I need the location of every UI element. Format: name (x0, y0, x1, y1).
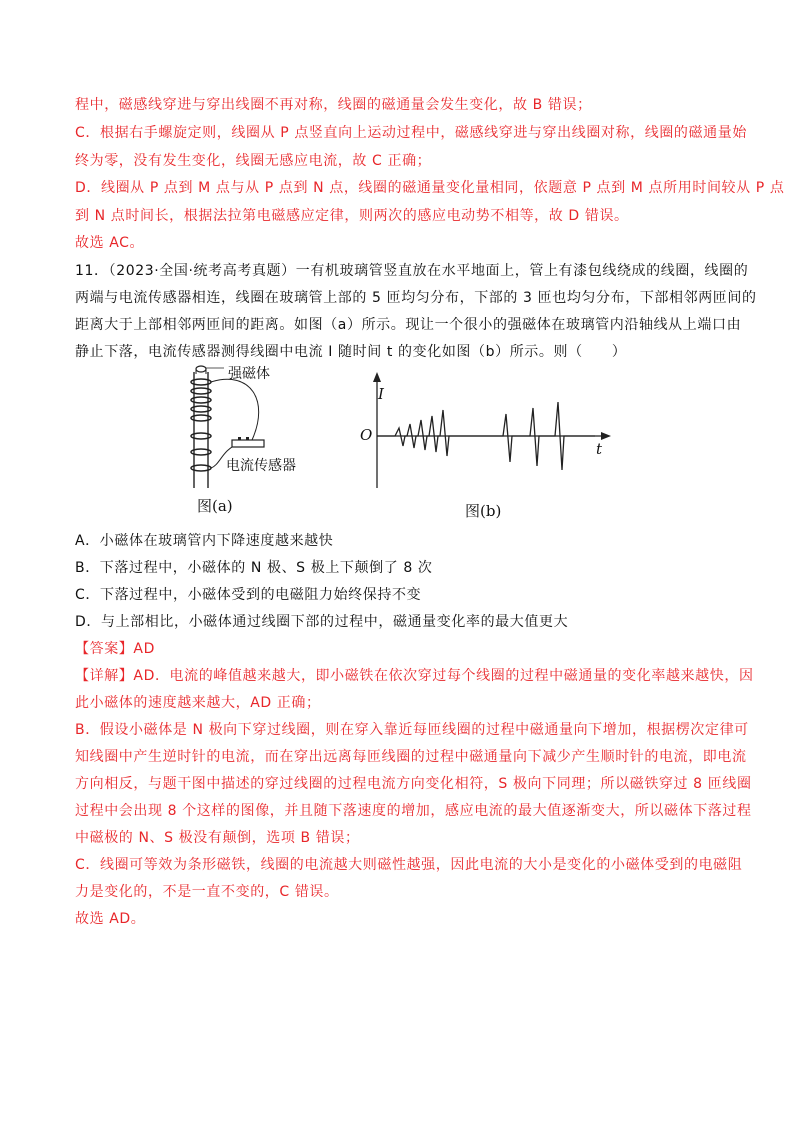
figure-b-caption: 图(b) (465, 502, 502, 520)
option-b: B．下落过程中，小磁体的 N 极、S 极上下颠倒了 8 次 (75, 560, 433, 576)
detail-line-3: B．假设小磁体是 N 极向下穿过线圈，则在穿入靠近每匝线圈的过程中磁通量向下增加，根据楞次定律可 (75, 722, 749, 738)
figure-b-graph (355, 370, 615, 495)
figures (0, 360, 800, 530)
x-axis-label: t (596, 440, 603, 458)
sensor-label: 电流传感器 (226, 458, 296, 474)
option-a: A．小磁体在玻璃管内下降速度越来越快 (75, 533, 334, 549)
prev-answer-line-4: D．线圈从 P 点到 M 点与从 P 点到 N 点，线圈的磁通量变化量相同，依题意 P 点到 M 点所用时间较从 P 点 (75, 180, 785, 196)
detail-line-6: 过程中会出现 8 个这样的图像，并且随下落速度的增加，感应电流的最大值逐渐变大，所以磁体下落过程 (75, 803, 752, 819)
detail-line-4: 知线圈中产生逆时针的电流，而在穿出远离每匝线圈的过程中磁通量向下减少产生顺时针的电流，即电流 (75, 749, 747, 765)
prev-answer-line-3: 终为零，没有发生变化，线圈无感应电流，故 C 正确； (75, 153, 432, 169)
question-line-2: 两端与电流传感器相连，线圈在玻璃管上部的 5 匝均匀分布，下部的 3 匝也均匀分布，下部相邻两匝间的 (75, 290, 757, 306)
figure-a-caption: 图(a) (197, 497, 233, 515)
answer-conclusion: 故选 AD。 (75, 911, 146, 927)
answer-label: 【答案】AD (75, 641, 155, 657)
prev-answer-line-5: 到 N 点时间长，根据法拉第电磁感应定律，则两次的感应电动势不相等，故 D 错误。 (75, 208, 629, 224)
detail-line-5: 方向相反，与题干图中描述的穿过线圈的过程电流方向变化相符，S 极向下同理；所以磁铁穿过 8 匝线圈 (75, 776, 752, 792)
question-line-4: 静止下落，电流传感器测得线圈中电流 I 随时间 t 的变化如图（b）所示。则（ ） (75, 344, 627, 360)
detail-line-7: 中磁极的 N、S 极没有颠倒，选项 B 错误； (75, 830, 360, 846)
origin-label: O (360, 426, 373, 444)
question-line-1: 11．（2023·全国·统考高考真题）一有机玻璃管竖直放在水平地面上，管上有漆包线绕成的线圈，线圈的 (75, 263, 749, 279)
prev-answer-line-1: 程中，磁感线穿进与穿出线圈不再对称，线圈的磁通量会发生变化，故 B 错误； (75, 97, 592, 113)
detail-line-9: 力是变化的，不是一直不变的，C 错误。 (75, 884, 339, 900)
y-axis-label: I (378, 385, 384, 403)
option-c: C．下落过程中，小磁体受到的电磁阻力始终保持不变 (75, 587, 422, 603)
prev-answer-line-2: C．根据右手螺旋定则，线圈从 P 点竖直向上运动过程中，磁感线穿进与穿出线圈对称，线圈的磁通量始 (75, 125, 747, 141)
detail-line-1: 【详解】AD．电流的峰值越来越大，即小磁铁在依次穿过每个线圈的过程中磁通量的变化率越来越快，因 (75, 668, 754, 684)
magnet-label: 强磁体 (228, 366, 270, 382)
detail-line-8: C．线圈可等效为条形磁铁，线圈的电流越大则磁性越强，因此电流的大小是变化的小磁体受到的电磁阻 (75, 857, 743, 873)
option-d: D．与上部相比，小磁体通过线圈下部的过程中，磁通量变化率的最大值更大 (75, 614, 569, 630)
question-line-3: 距离大于上部相邻两匝间的距离。如图（a）所示。现让一个很小的强磁体在玻璃管内沿轴线从上端口由 (75, 317, 742, 333)
detail-line-2: 此小磁体的速度越来越大，AD 正确； (75, 695, 321, 711)
prev-answer-conclusion: 故选 AC。 (75, 235, 145, 251)
